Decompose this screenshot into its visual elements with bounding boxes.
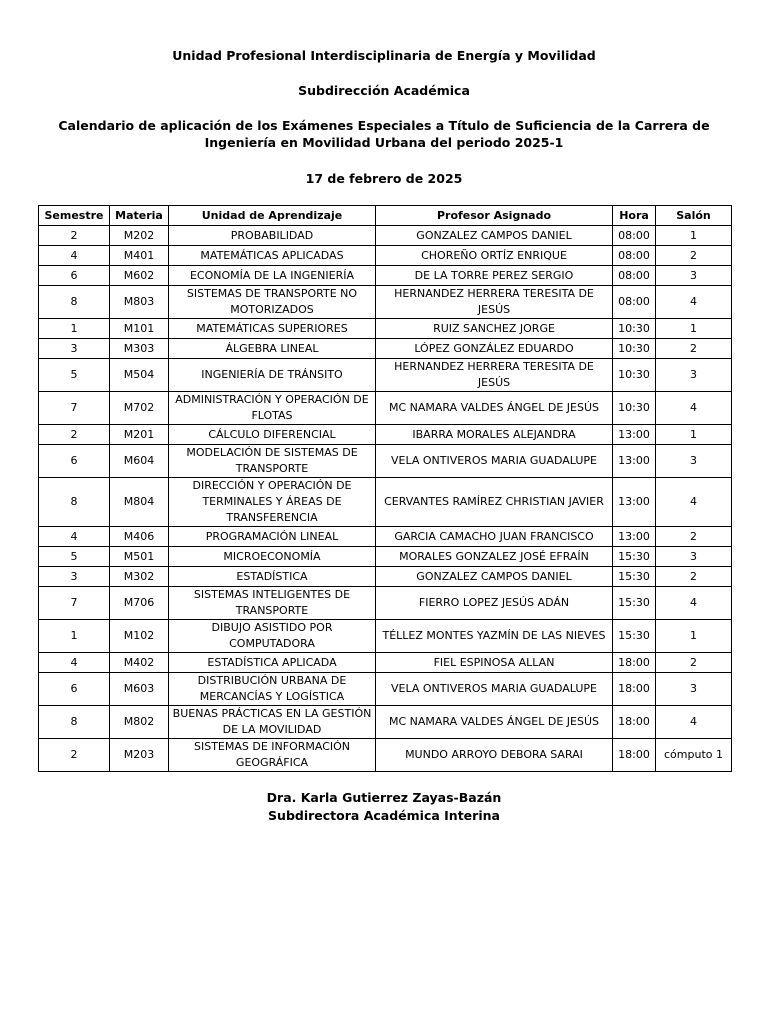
table-row [39,706,732,739]
column-header-materia: Materia [110,206,169,226]
table-cell-materia: M203 [110,739,169,772]
table-cell-materia: M604 [110,445,169,478]
table-cell-semestre: 7 [39,587,110,620]
table-cell-salon: 2 [656,653,732,673]
table-cell-materia: M406 [110,527,169,547]
table-cell-materia: M504 [110,359,169,392]
table-row [39,392,732,425]
table-cell-semestre: 5 [39,359,110,392]
table-cell-salon: cómputo 1 [656,739,732,772]
table-cell-profesor: LÓPEZ GONZÁLEZ EDUARDO [376,339,613,359]
table-row [39,445,732,478]
table-cell-salon: 2 [656,567,732,587]
table-cell-unidad: ECONOMÍA DE LA INGENIERÍA [169,266,376,286]
table-cell-unidad: ÁLGEBRA LINEAL [169,339,376,359]
table-cell-materia: M602 [110,266,169,286]
table-cell-unidad: MICROECONOMÍA [169,547,376,567]
table-body [39,226,732,772]
table-cell-salon: 4 [656,587,732,620]
table-cell-unidad: DIBUJO ASISTIDO POR COMPUTADORA [169,620,376,653]
table-cell-profesor: MORALES GONZALEZ JOSÉ EFRAÍN [376,547,613,567]
table-cell-unidad: CÁLCULO DIFERENCIAL [169,425,376,445]
table-cell-materia: M302 [110,567,169,587]
table-cell-salon: 3 [656,547,732,567]
table-cell-unidad: SISTEMAS INTELIGENTES DE TRANSPORTE [169,587,376,620]
table-cell-unidad: ESTADÍSTICA APLICADA [169,653,376,673]
table-cell-profesor: GARCIA CAMACHO JUAN FRANCISCO [376,527,613,547]
exam-schedule-table [38,205,732,772]
column-header-semestre: Semestre [39,206,110,226]
table-cell-profesor: CERVANTES RAMÍREZ CHRISTIAN JAVIER [376,478,613,527]
table-cell-profesor: MC NAMARA VALDES ÁNGEL DE JESÚS [376,392,613,425]
signatory-role: Subdirectora Académica Interina [268,808,500,823]
table-cell-salon: 1 [656,226,732,246]
table-row [39,246,732,266]
table-cell-materia: M702 [110,392,169,425]
table-row [39,319,732,339]
column-header-profesor: Profesor Asignado [376,206,613,226]
table-cell-profesor: MUNDO ARROYO DEBORA SARAI [376,739,613,772]
table-row [39,478,732,527]
table-cell-hora: 18:00 [613,739,656,772]
table-cell-hora: 08:00 [613,246,656,266]
table-cell-hora: 15:30 [613,587,656,620]
table-cell-unidad: SISTEMAS DE TRANSPORTE NO MOTORIZADOS [169,286,376,319]
table-cell-materia: M401 [110,246,169,266]
table-cell-unidad: ADMINISTRACIÓN Y OPERACIÓN DE FLOTAS [169,392,376,425]
table-cell-semestre: 6 [39,445,110,478]
table-row [39,527,732,547]
table-row [39,286,732,319]
table-cell-salon: 3 [656,445,732,478]
table-cell-semestre: 5 [39,547,110,567]
table-row [39,425,732,445]
table-cell-salon: 2 [656,527,732,547]
table-cell-semestre: 8 [39,478,110,527]
table-cell-semestre: 2 [39,739,110,772]
document-title: Calendario de aplicación de los Exámenes Especiales a Título de Suficiencia de la Carrera de Ingeniería en Movilidad Urbana del periodo 2025-1 [58,118,710,150]
document-date: 17 de febrero de 2025 [305,171,463,186]
table-cell-unidad: DIRECCIÓN Y OPERACIÓN DE TERMINALES Y ÁREAS DE TRANSFERENCIA [169,478,376,527]
table-cell-unidad: MATEMÁTICAS APLICADAS [169,246,376,266]
table-cell-unidad: ESTADÍSTICA [169,567,376,587]
table-cell-semestre: 1 [39,620,110,653]
column-header-unidad: Unidad de Aprendizaje [169,206,376,226]
table-cell-hora: 13:00 [613,478,656,527]
table-cell-semestre: 8 [39,286,110,319]
table-cell-hora: 10:30 [613,339,656,359]
table-row [39,339,732,359]
table-cell-salon: 1 [656,425,732,445]
table-cell-unidad: MODELACIÓN DE SISTEMAS DE TRANSPORTE [169,445,376,478]
table-cell-hora: 13:00 [613,527,656,547]
table-cell-unidad: PROBABILIDAD [169,226,376,246]
table-row [39,653,732,673]
table-cell-semestre: 4 [39,653,110,673]
table-cell-semestre: 3 [39,567,110,587]
table-cell-materia: M802 [110,706,169,739]
table-cell-unidad: DISTRIBUCIÓN URBANA DE MERCANCÍAS Y LOGÍSTICA [169,673,376,706]
table-cell-hora: 15:30 [613,547,656,567]
table-cell-salon: 4 [656,706,732,739]
table-cell-profesor: FIERRO LOPEZ JESÚS ADÁN [376,587,613,620]
table-cell-semestre: 6 [39,266,110,286]
table-cell-profesor: MC NAMARA VALDES ÁNGEL DE JESÚS [376,706,613,739]
table-cell-salon: 3 [656,266,732,286]
table-row [39,359,732,392]
table-row [39,567,732,587]
table-cell-hora: 08:00 [613,266,656,286]
table-cell-materia: M202 [110,226,169,246]
table-cell-materia: M706 [110,587,169,620]
table-cell-profesor: CHOREÑO ORTÍZ ENRIQUE [376,246,613,266]
table-cell-salon: 1 [656,319,732,339]
table-cell-salon: 3 [656,673,732,706]
department-name: Subdirección Académica [298,83,470,98]
table-cell-materia: M803 [110,286,169,319]
table-cell-hora: 10:30 [613,359,656,392]
table-cell-profesor: RUIZ SANCHEZ JORGE [376,319,613,339]
table-cell-salon: 4 [656,392,732,425]
table-cell-materia: M101 [110,319,169,339]
table-cell-salon: 1 [656,620,732,653]
table-cell-salon: 4 [656,286,732,319]
table-cell-unidad: SISTEMAS DE INFORMACIÓN GEOGRÁFICA [169,739,376,772]
table-cell-hora: 10:30 [613,392,656,425]
table-cell-profesor: VELA ONTIVEROS MARIA GUADALUPE [376,673,613,706]
table-cell-hora: 13:00 [613,445,656,478]
table-cell-profesor: FIEL ESPINOSA ALLAN [376,653,613,673]
table-cell-materia: M804 [110,478,169,527]
table-cell-semestre: 1 [39,319,110,339]
table-cell-semestre: 6 [39,673,110,706]
table-cell-salon: 4 [656,478,732,527]
table-header-row [39,206,732,226]
table-cell-unidad: INGENIERÍA DE TRÁNSITO [169,359,376,392]
table-cell-semestre: 8 [39,706,110,739]
table-cell-unidad: PROGRAMACIÓN LINEAL [169,527,376,547]
table-cell-hora: 18:00 [613,706,656,739]
table-cell-semestre: 7 [39,392,110,425]
table-cell-salon: 3 [656,359,732,392]
table-row [39,620,732,653]
table-cell-materia: M303 [110,339,169,359]
table-cell-salon: 2 [656,339,732,359]
table-cell-unidad: MATEMÁTICAS SUPERIORES [169,319,376,339]
table-row [39,547,732,567]
signatory-name: Dra. Karla Gutierrez Zayas-Bazán [266,790,502,805]
table-cell-hora: 18:00 [613,673,656,706]
table-cell-semestre: 3 [39,339,110,359]
table-cell-profesor: TÉLLEZ MONTES YAZMÍN DE LAS NIEVES [376,620,613,653]
table-cell-semestre: 2 [39,425,110,445]
column-header-hora: Hora [613,206,656,226]
table-row [39,226,732,246]
table-cell-profesor: GONZALEZ CAMPOS DANIEL [376,567,613,587]
table-cell-hora: 18:00 [613,653,656,673]
table-cell-profesor: DE LA TORRE PEREZ SERGIO [376,266,613,286]
table-cell-semestre: 4 [39,527,110,547]
institution-name: Unidad Profesional Interdisciplinaria de Energía y Movilidad [172,48,596,63]
table-cell-materia: M603 [110,673,169,706]
table-cell-hora: 13:00 [613,425,656,445]
table-cell-hora: 15:30 [613,567,656,587]
table-cell-hora: 10:30 [613,319,656,339]
table-cell-salon: 2 [656,246,732,266]
table-cell-hora: 15:30 [613,620,656,653]
table-row [39,739,732,772]
table-cell-materia: M402 [110,653,169,673]
table-row [39,587,732,620]
table-cell-unidad: BUENAS PRÁCTICAS EN LA GESTIÓN DE LA MOVILIDAD [169,706,376,739]
column-header-salon: Salón [656,206,732,226]
table-cell-materia: M201 [110,425,169,445]
table-cell-profesor: IBARRA MORALES ALEJANDRA [376,425,613,445]
table-cell-profesor: VELA ONTIVEROS MARIA GUADALUPE [376,445,613,478]
table-cell-profesor: HERNANDEZ HERRERA TERESITA DE JESÚS [376,359,613,392]
table-cell-semestre: 4 [39,246,110,266]
table-cell-hora: 08:00 [613,226,656,246]
table-cell-profesor: GONZALEZ CAMPOS DANIEL [376,226,613,246]
table-cell-profesor: HERNANDEZ HERRERA TERESITA DE JESÚS [376,286,613,319]
table-cell-semestre: 2 [39,226,110,246]
table-cell-hora: 08:00 [613,286,656,319]
table-row [39,266,732,286]
table-row [39,673,732,706]
table-cell-materia: M102 [110,620,169,653]
table-cell-materia: M501 [110,547,169,567]
